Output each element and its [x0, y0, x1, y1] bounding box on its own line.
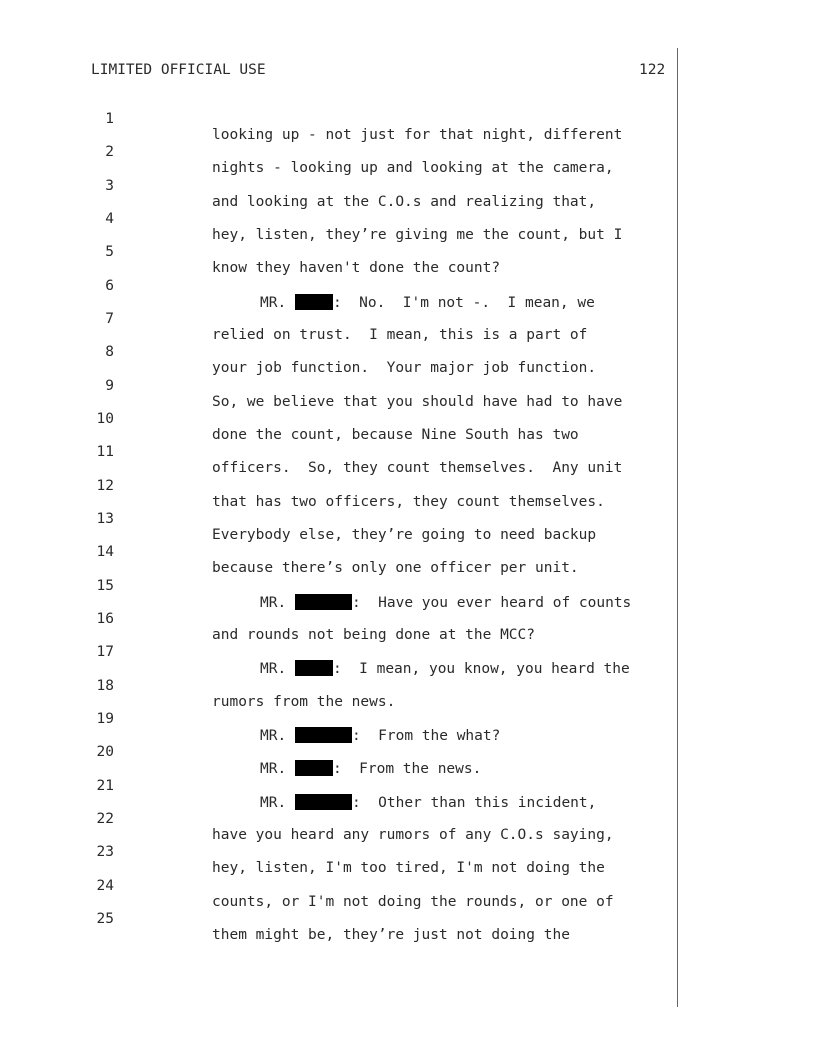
transcript-line: [0, 495, 700, 543]
line-number: 10: [96, 411, 114, 427]
transcript-line: [0, 295, 700, 343]
line-number: 11: [96, 444, 114, 460]
line-number: 19: [96, 711, 114, 727]
line-number: 15: [96, 578, 114, 594]
transcript-line: [0, 895, 700, 943]
line-number: 5: [105, 244, 114, 260]
transcript-line: [0, 528, 700, 576]
line-number: 3: [105, 178, 114, 194]
line-text: and looking at the C.O.s and realizing that,: [212, 194, 597, 210]
line-text: relied on trust. I mean, this is a part of: [212, 327, 588, 343]
line-number: 1: [105, 111, 114, 127]
line-text: know they haven't done the count?: [212, 260, 501, 276]
line-text: them might be, they’re just not doing the: [212, 927, 570, 943]
transcript-line: [0, 795, 700, 843]
transcript-line: [0, 662, 700, 710]
speaker-text: : Have you ever heard of counts: [351, 595, 632, 611]
transcript-line: [0, 762, 700, 811]
line-number: 4: [105, 211, 114, 227]
line-text: So, we believe that you should have had to have: [212, 394, 623, 410]
speaker-prefix: MR.: [260, 661, 287, 677]
line-number: 9: [105, 378, 114, 394]
transcript-line: [0, 362, 700, 410]
line-text: done the count, because Nine South has two: [212, 427, 579, 443]
transcript-line: [0, 328, 700, 376]
header-classification: LIMITED OFFICIAL USE: [91, 62, 266, 78]
transcript-line: [0, 128, 700, 176]
line-number: 24: [96, 878, 114, 894]
line-number: 2: [105, 144, 114, 160]
transcript-line: [0, 862, 700, 910]
line-number: 25: [96, 911, 114, 927]
line-number: 14: [96, 544, 114, 560]
line-number: 17: [96, 644, 114, 660]
line-number: 16: [96, 611, 114, 627]
transcript-line: [0, 395, 700, 443]
line-text: have you heard any rumors of any C.O.s saying,: [212, 827, 614, 843]
transcript-line: [0, 228, 700, 276]
speaker-text: : No. I'm not -. I mean, we: [332, 295, 595, 311]
line-number: 20: [96, 744, 114, 760]
transcript-line: [0, 595, 700, 643]
transcript-line: [0, 628, 700, 677]
page-number: 122: [639, 62, 666, 78]
line-text: your job function. Your major job function.: [212, 360, 597, 376]
line-text: Everybody else, they’re going to need backup: [212, 527, 597, 543]
transcript-line: [0, 462, 700, 510]
line-number: 13: [96, 511, 114, 527]
line-number: 7: [105, 311, 114, 327]
transcript-line: [0, 562, 700, 611]
transcript-line: [0, 262, 700, 311]
line-number: 8: [105, 344, 114, 360]
transcript-line: [0, 95, 700, 143]
line-text: because there’s only one officer per unit.: [212, 560, 579, 576]
speaker-prefix: MR.: [260, 728, 287, 744]
transcript-line: [0, 428, 700, 476]
line-number: 21: [96, 778, 114, 794]
line-text: rumors from the news.: [212, 694, 396, 710]
speaker-prefix: MR.: [260, 295, 287, 311]
line-number: 6: [105, 278, 114, 294]
line-text: that has two officers, they count themselves.: [212, 494, 605, 510]
line-text: looking up - not just for that night, different: [212, 127, 623, 143]
speaker-text: : From the news.: [332, 761, 482, 777]
speaker-text: : I mean, you know, you heard the: [332, 661, 630, 677]
speaker-text: : From the what?: [351, 728, 501, 744]
line-text: counts, or I'm not doing the rounds, or one of: [212, 894, 614, 910]
transcript-line: [0, 162, 700, 210]
transcript-line: [0, 728, 700, 777]
line-number: 18: [96, 678, 114, 694]
transcript-line: [0, 695, 700, 744]
transcript-line: [0, 195, 700, 243]
speaker-prefix: MR.: [260, 761, 287, 777]
line-number: 22: [96, 811, 114, 827]
line-text: and rounds not being done at the MCC?: [212, 627, 536, 643]
line-number: 12: [96, 478, 114, 494]
transcript-line: [0, 828, 700, 876]
line-text: nights - looking up and looking at the camera,: [212, 160, 614, 176]
speaker-prefix: MR.: [260, 795, 287, 811]
line-text: officers. So, they count themselves. Any unit: [212, 460, 623, 476]
speaker-prefix: MR.: [260, 595, 287, 611]
speaker-text: : Other than this incident,: [351, 795, 597, 811]
line-number: 23: [96, 844, 114, 860]
line-text: hey, listen, I'm too tired, I'm not doing the: [212, 860, 605, 876]
line-text: hey, listen, they’re giving me the count, but I: [212, 227, 623, 243]
